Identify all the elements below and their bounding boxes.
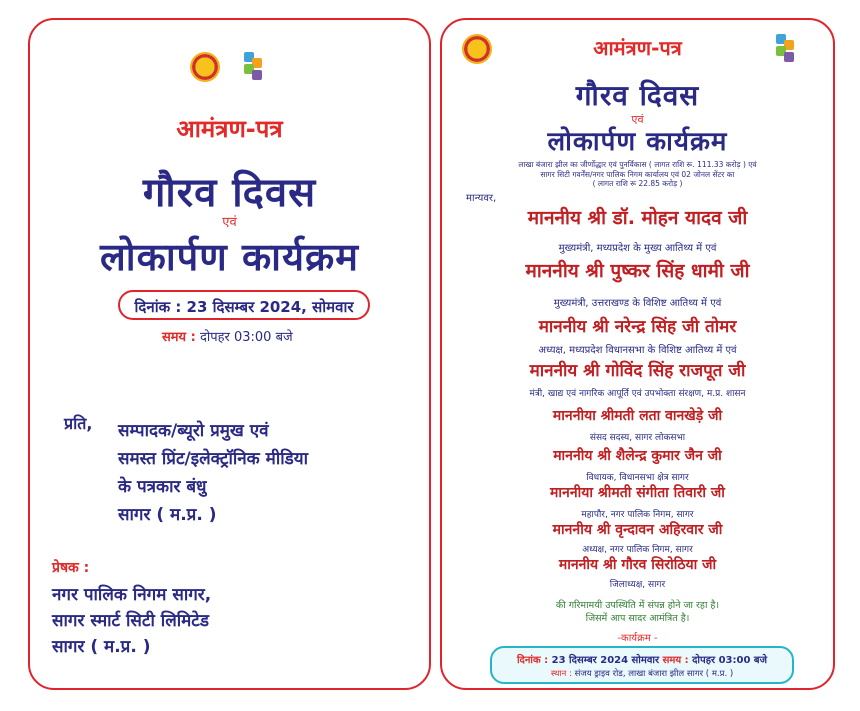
sender-line: सागर ( म.प्र. ) <box>52 637 151 657</box>
main-title: गौरव दिवस <box>575 79 700 112</box>
time-label: समय : <box>662 655 689 666</box>
guest-name: माननीया श्रीमती संगीता तिवारी जी <box>550 485 725 501</box>
invitation-inner-card <box>440 18 835 690</box>
date-label: दिनांक : <box>516 655 549 666</box>
guest-name: माननीय श्री वृन्दावन अहिरवार जी <box>552 522 723 538</box>
guest-name: माननीय श्री नरेन्द्र सिंह जी तोमर <box>538 317 737 337</box>
evam-text: एवं <box>631 113 644 126</box>
sender-label: प्रेषक : <box>52 560 90 576</box>
guest-role: मुख्यमंत्री, उत्तराखण्ड के विशिष्ट आतिथ्य में एवं <box>553 298 722 309</box>
recipient-block <box>118 417 308 529</box>
main-title: गौरव दिवस <box>142 170 317 216</box>
project-line: ( लागत राशि रू 22.85 करोड़ ) <box>592 179 683 188</box>
recipient-line: सम्पादक/ब्यूरो प्रमुख एवं <box>118 421 269 441</box>
project-line: सागर सिटी गवर्नेंस/नगर पालिक निगम कार्यालय एवं 02 जोनल सेंटर का <box>540 169 735 179</box>
guest-role: विधायक, विधानसभा क्षेत्र सागर <box>586 473 689 483</box>
event-time <box>162 327 293 345</box>
project-line: लाखा बंजारा झील का जीर्णोद्धार एवं पुनर्विकास ( लागत राशि रू. 111.33 करोड़ ) एवं <box>518 160 757 169</box>
prati-label: प्रति, <box>64 414 93 433</box>
municipal-emblem-icon <box>190 52 220 82</box>
recipient-line: सागर ( म.प्र. ) <box>118 505 217 525</box>
guest-role: अध्यक्ष, मध्यप्रदेश विधानसभा के विशिष्ट आतिथ्य में एवं <box>538 345 737 356</box>
guest-role: अध्यक्ष, नगर पालिक निगम, सागर <box>582 545 693 555</box>
subtitle: लोकार्पण कार्यक्रम <box>547 127 728 157</box>
project-description <box>442 160 833 189</box>
subtitle: लोकार्पण कार्यक्रम <box>100 235 359 279</box>
venue-label: स्थान : <box>550 669 572 679</box>
invitation-heading: आमंत्रण-पत्र <box>593 36 682 60</box>
invitation-cover-card <box>28 18 431 690</box>
venue-row <box>492 668 792 679</box>
smart-city-logo-icon <box>240 50 304 82</box>
time-value: दोपहर 03:00 बजे <box>692 655 768 666</box>
guest-name: माननीय श्री शैलेन्द्र कुमार जैन जी <box>553 448 722 464</box>
date-time-row <box>492 652 792 666</box>
presence-line: जिसमें आप सादर आमंत्रित है। <box>585 613 690 624</box>
sender-block <box>52 582 211 660</box>
date-value: 23 दिसम्बर 2024 सोमवार <box>551 655 660 666</box>
event-details-box <box>490 646 794 684</box>
sender-line: नगर पालिक निगम सागर, <box>52 585 212 605</box>
recipient-line: के पत्रकार बंधु <box>118 477 207 497</box>
event-date: दिनांक : 23 दिसम्बर 2024, सोमवार <box>134 298 354 316</box>
guest-name: माननीया श्रीमती लता वानखेड़े जी <box>552 408 723 424</box>
guest-name: माननीय श्री गोविंद सिंह राजपूत जी <box>529 361 746 381</box>
salutation: मान्यवर, <box>466 193 497 204</box>
guest-role: महापौर, नगर पालिक निगम, सागर <box>581 510 694 520</box>
guest-name: माननीय श्री डॉ. मोहन यादव जी <box>527 207 748 229</box>
invitation-heading: आमंत्रण-पत्र <box>176 115 283 143</box>
guest-role: मुख्यमंत्री, मध्यप्रदेश के मुख्य आतिथ्य में एवं <box>558 243 717 254</box>
guest-role: संसद सदस्य, सागर लोकसभा <box>589 433 686 443</box>
venue-value: संजय ड्राइव रोड, लाखा बंजारा झील सागर ( म.प्र. ) <box>574 669 734 679</box>
recipient-line: समस्त प्रिंट/इलेक्ट्रॉनिक मीडिया <box>118 449 308 469</box>
presence-line: की गरिमामयी उपस्थिति में संपन्न होने जा रहा है। <box>555 600 720 611</box>
date-box <box>118 290 370 320</box>
guest-role: मंत्री, खाद्य एवं नागरिक आपूर्ति एवं उपभोक्ता संरक्षण, म.प्र. शासन <box>529 389 746 399</box>
guest-role: जिलाध्यक्ष, सागर <box>609 580 666 590</box>
guest-name: माननीय श्री पुष्कर सिंह धामी जी <box>525 260 750 282</box>
guest-name: माननीय श्री गौरव सिरोठिया जी <box>558 557 717 573</box>
time-value: दोपहर 03:00 बजे <box>199 330 293 345</box>
sender-line: सागर स्मार्ट सिटी लिमिटेड <box>52 611 209 631</box>
time-label: समय : <box>162 330 196 345</box>
program-label: -कार्यक्रम - <box>617 633 658 644</box>
evam-text: एवं <box>222 215 237 230</box>
